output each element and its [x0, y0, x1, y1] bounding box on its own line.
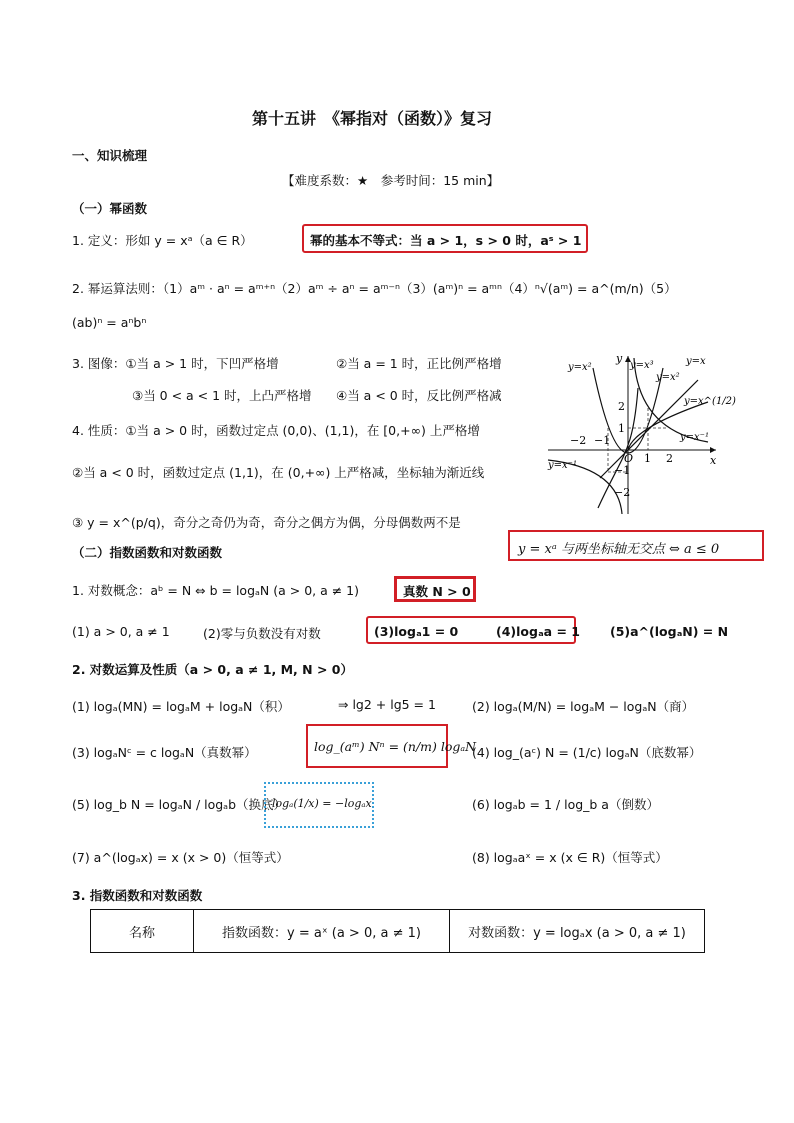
tick-y-1: 1	[618, 422, 625, 435]
power-function-graph	[538, 348, 736, 518]
log-op-5: (5) log_b N = logₐN / logₐb（换底）	[72, 797, 287, 812]
axis-intersection-box	[508, 530, 764, 561]
power-definition: 1. 定义：形如 y = xᵃ（a ∈ R）	[72, 233, 253, 248]
table-row	[91, 910, 705, 953]
table-cell-log: 对数函数：y = logₐx (a > 0, a ≠ 1)	[450, 910, 705, 953]
power-inequality-box	[302, 224, 588, 253]
log-op-7: (7) a^(logₐx) = x (x > 0)（恒等式）	[72, 850, 289, 865]
log-item-1: (1) a > 0, a ≠ 1	[72, 624, 170, 639]
log-op-4: (4) log_(aᶜ) N = (1/c) logₐN（底数幂）	[472, 745, 702, 760]
tick-y-neg2: −2	[614, 486, 631, 499]
difficulty-line: 【难度系数：★ 参考时间：15 min】	[282, 173, 500, 188]
label-inv-left: y=x⁻¹	[548, 460, 577, 471]
tick-x-1: 1	[644, 452, 651, 465]
log-item-5: (5)a^(logₐN) = N	[610, 624, 729, 639]
true-number-text: 真数 N > 0	[403, 584, 471, 599]
table-cell-exp: 指数函数：y = aˣ (a > 0, a ≠ 1)	[194, 910, 450, 953]
tick-x-neg2: −2	[570, 434, 587, 447]
graph-desc-2b: ④当 a < 0 时，反比例严格减	[336, 388, 502, 403]
label-x2-left: y=x²	[568, 362, 592, 373]
log-op-6: (6) logₐb = 1 / log_b a（倒数）	[472, 797, 659, 812]
tick-origin: O	[624, 452, 634, 465]
label-inv-right: y=x⁻¹	[680, 432, 709, 443]
log-item-3: (3)logₐ1 = 0	[374, 624, 459, 639]
true-number-box	[394, 576, 476, 602]
log-concept: 1. 对数概念：aᵇ = N ⇔ b = logₐN (a > 0, a ≠ 1)	[72, 583, 359, 598]
log-items-box	[366, 616, 580, 644]
log-op-1: (1) logₐ(MN) = logₐM + logₐN（积）	[72, 699, 290, 714]
log-op-3: (3) logₐNᶜ = c logₐN（真数幂）	[72, 745, 257, 760]
power-ops-line2: (ab)ⁿ = aⁿbⁿ	[72, 315, 147, 330]
log-op-3-box-text: log_(aᵐ) Nⁿ = (n/m) logₐN	[314, 739, 477, 754]
log-item-4: (4)logₐa = 1	[496, 624, 580, 639]
log-ops-title: 2. 对数运算及性质（a > 0, a ≠ 1, M, N > 0）	[72, 662, 353, 677]
graph-desc-1a: 3. 图像：①当 a > 1 时，下凹严格增	[72, 356, 279, 371]
log-op-8: (8) logₐaˣ = x (x ∈ R)（恒等式）	[472, 850, 668, 865]
tick-x-neg1: −1	[594, 434, 611, 447]
label-x3: y=x³	[630, 360, 654, 371]
log-op-2: (2) logₐ(M/N) = logₐM − logₐN（商）	[472, 699, 695, 714]
property-3: ③ y = x^(p/q)，奇分之奇仍为奇，奇分之偶方为偶，分母偶数两不是	[72, 515, 461, 530]
log-item-2: (2)零与负数没有对数	[203, 626, 321, 641]
subsection-power: （一）幂函数	[72, 201, 148, 216]
axis-y-label: y	[616, 352, 623, 365]
property-1: 4. 性质：①当 a > 0 时，函数过定点 (0,0)、(1,1)，在 [0,+∞) 上严格增	[72, 423, 480, 438]
tick-y-neg1: −1	[614, 464, 631, 477]
section-heading-1: 一、知识梳理	[72, 148, 148, 163]
log-op-3-box	[306, 724, 477, 768]
label-sqrt: y=x^(1/2)	[684, 396, 736, 407]
log-op-5-box-text: logₐ(1/x) = −logₐx	[272, 797, 372, 810]
subsection-exp-log: （二）指数函数和对数函数	[72, 545, 223, 560]
power-ops-line1: 2. 幂运算法则：（1）aᵐ · aⁿ = aᵐ⁺ⁿ（2）aᵐ ÷ aⁿ = aᵐ⁻ⁿ（3）(aᵐ)ⁿ = aᵐⁿ（4）ⁿ√(aᵐ) = a^(m/n)（5）	[72, 281, 677, 296]
graph-desc-1b: ②当 a = 1 时，正比例严格增	[336, 356, 502, 371]
label-x: y=x	[686, 356, 706, 367]
comparison-table	[90, 909, 705, 953]
page-title: 第十五讲 《幂指对（函数）》复习	[252, 109, 493, 128]
section-3-title: 3. 指数函数和对数函数	[72, 888, 203, 903]
table-cell-name: 名称	[91, 910, 194, 953]
tick-x-2: 2	[666, 452, 673, 465]
log-op-1-example: ⇒ lg2 + lg5 = 1	[338, 697, 436, 712]
graph-desc-2a: ③当 0 < a < 1 时，上凸严格增	[132, 388, 312, 403]
axis-intersection-text: y = xᵃ 与两坐标轴无交点 ⇔ a ≤ 0	[518, 542, 720, 557]
label-x2-right: y=x²	[656, 372, 680, 383]
tick-y-2: 2	[618, 400, 625, 413]
log-op-5-box	[264, 782, 374, 828]
axis-x-label: x	[710, 454, 717, 467]
power-inequality-text: 幂的基本不等式：当 a > 1，s > 0 时，aˢ > 1	[310, 233, 582, 248]
property-2: ②当 a < 0 时，函数过定点 (1,1)，在 (0,+∞) 上严格减，坐标轴为渐近线	[72, 465, 485, 480]
